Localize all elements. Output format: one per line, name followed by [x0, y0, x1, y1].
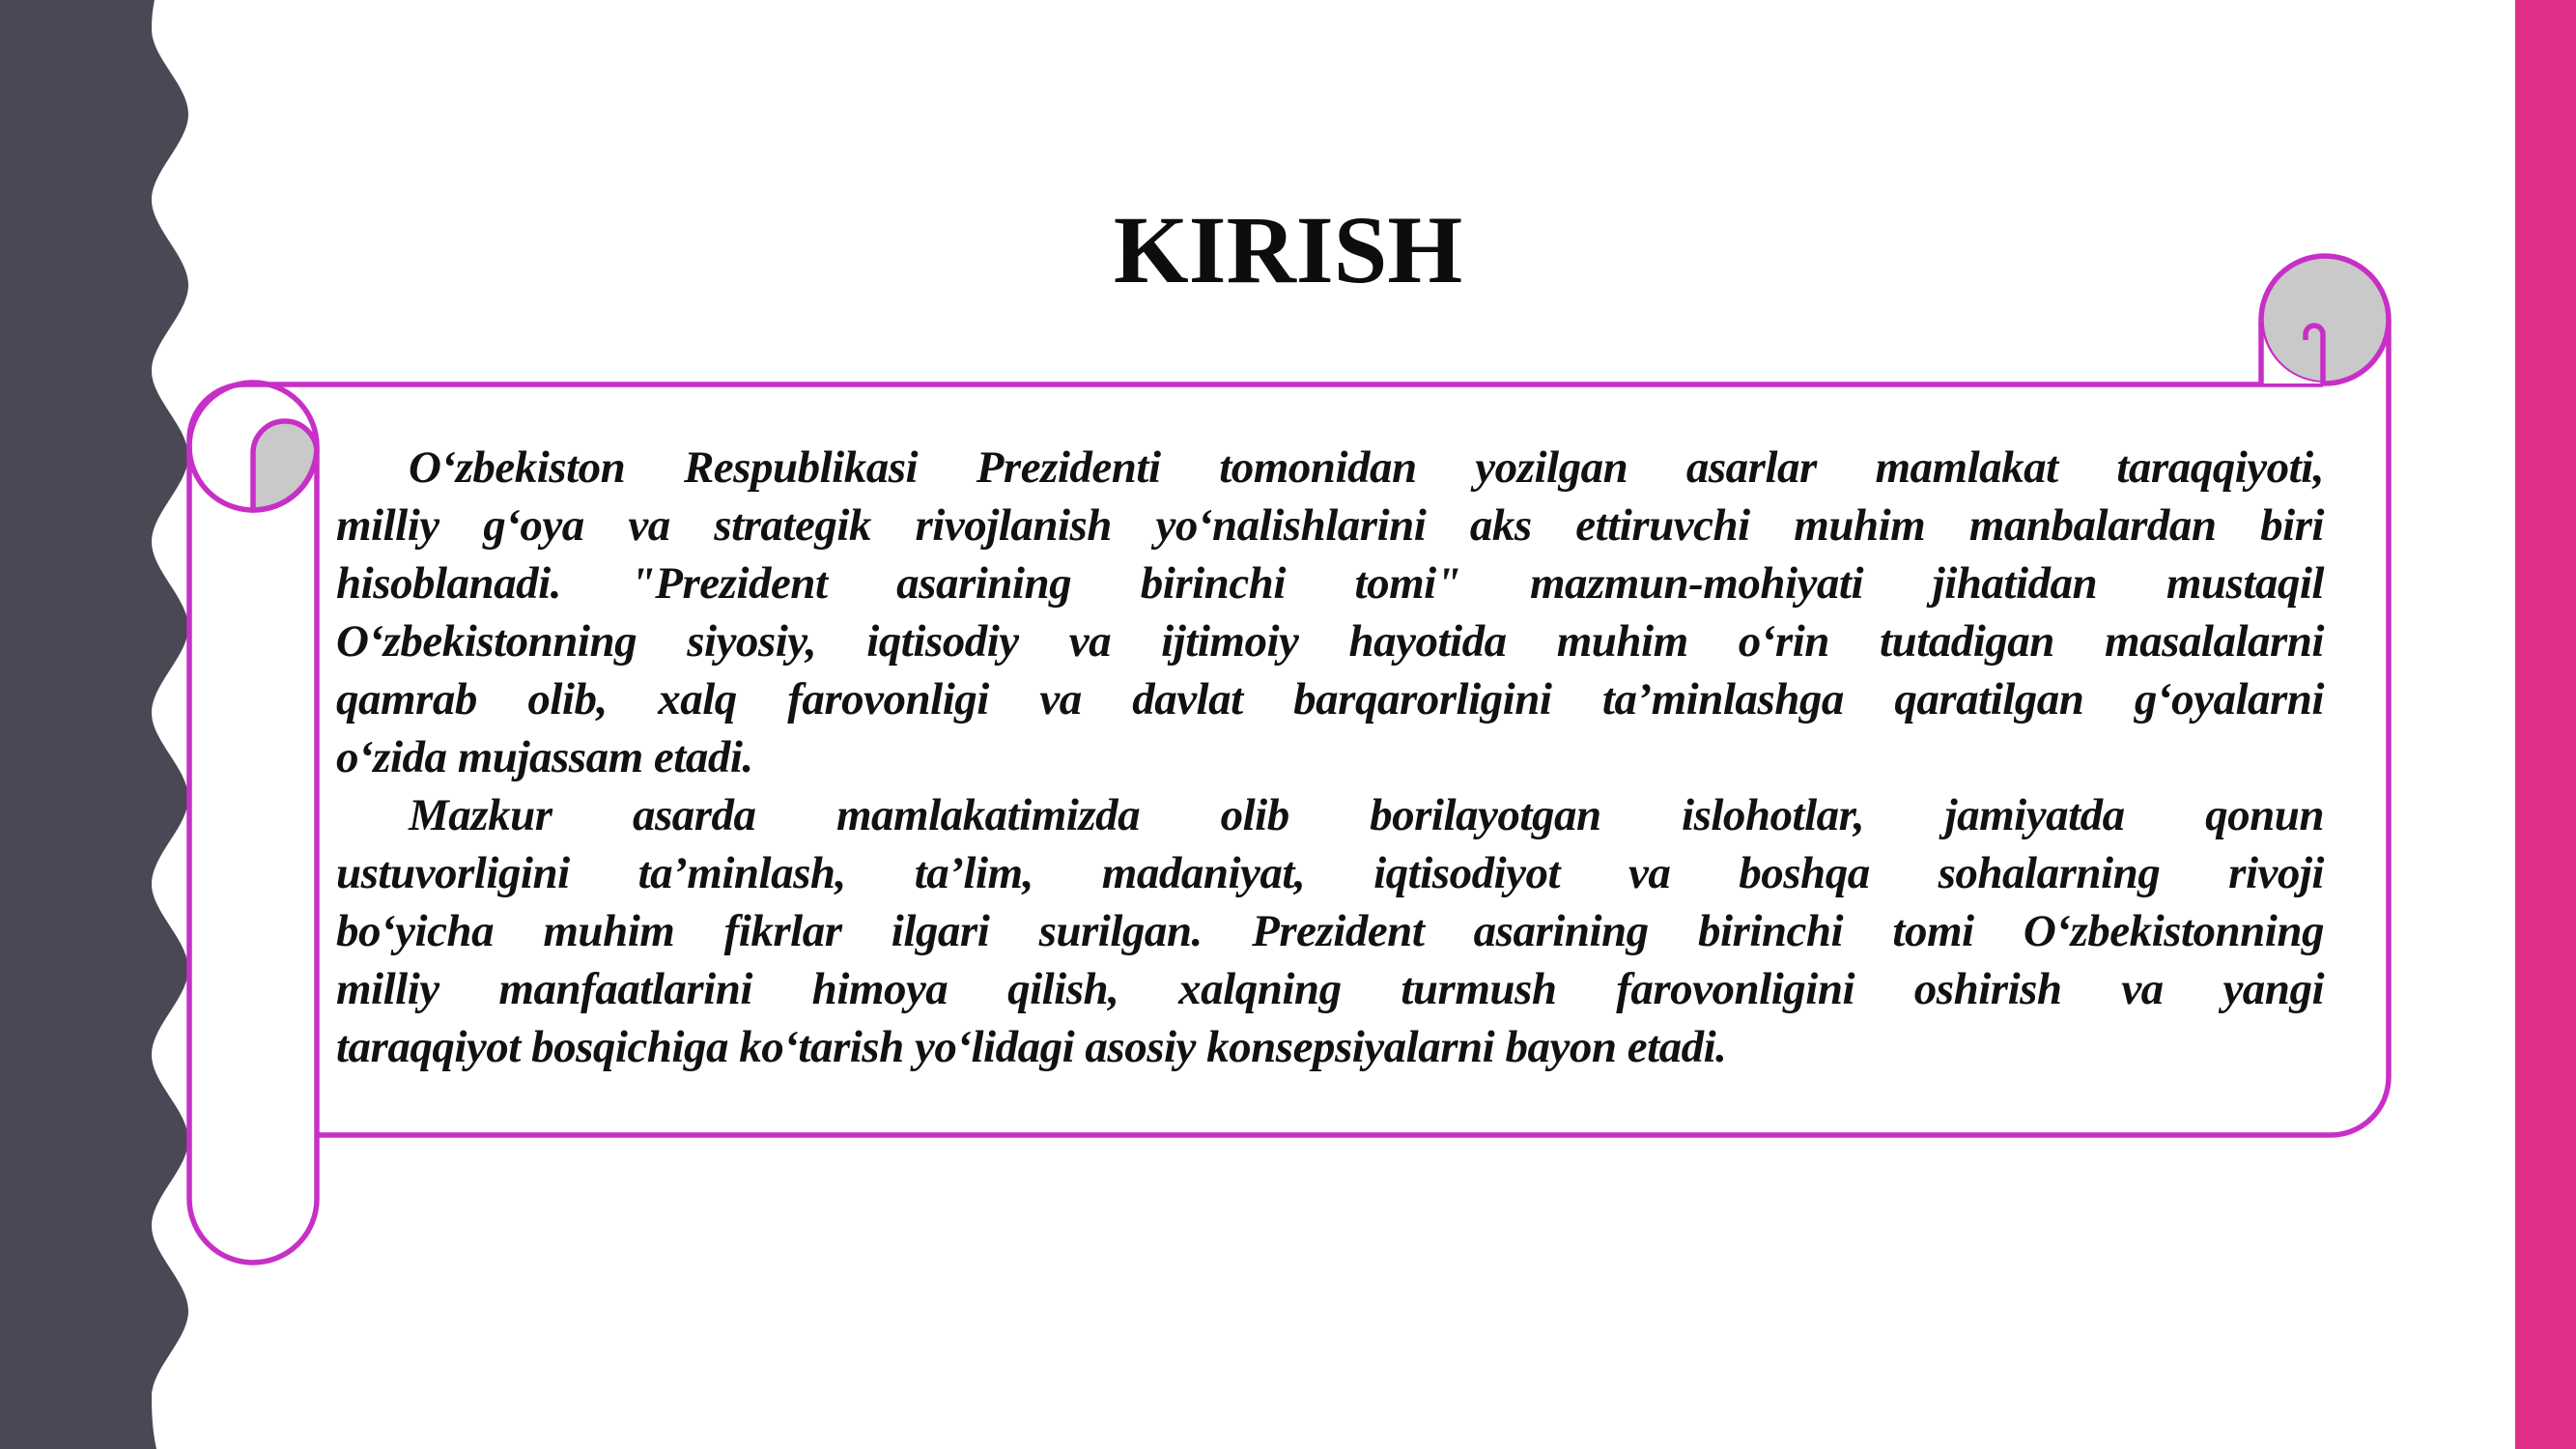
scroll-text-block — [336, 439, 2324, 1076]
text-line: o‘zida mujassam etadi. — [336, 732, 753, 782]
page-title: KIRISH — [1113, 196, 1463, 303]
text-line: bo‘yicha muhim fikrlar ilgari surilgan. Prezident asarining birinchi tomi O‘zbekistonning — [336, 906, 2324, 956]
text-line: milliy manfaatlarini himoya qilish, xalqning turmush farovonligini oshirish va yangi — [336, 964, 2324, 1014]
text-line: milliy g‘oya va strategik rivojlanish yo‘nalishlarini aks ettiruvchi muhim manbalardan biri — [336, 500, 2324, 551]
text-line: qamrab olib, xalq farovonligi va davlat barqarorligini ta’minlashga qaratilgan g‘oyalarni — [336, 674, 2324, 724]
paragraph — [336, 439, 2324, 786]
text-line: ustuvorligini ta’minlash, ta’lim, madaniyat, iqtisodiyot va boshqa sohalarning rivoji — [336, 848, 2324, 898]
text-line: taraqqiyot bosqichiga ko‘tarish yo‘lidagi asosiy konsepsiyalarni bayon etadi. — [336, 1022, 1727, 1072]
text-line: O‘zbekiston Respublikasi Prezidenti tomonidan yozilgan asarlar mamlakat taraqqiyoti, — [409, 442, 2324, 493]
text-line: hisoblanadi. "Prezident asarining birinchi tomi" mazmun-mohiyati jihatidan mustaqil — [336, 558, 2324, 609]
paragraph — [336, 786, 2324, 1076]
text-line: Mazkur asarda mamlakatimizda olib borilayotgan islohotlar, jamiyatda qonun — [409, 790, 2324, 840]
text-line: O‘zbekistonning siyosiy, iqtisodiy va ijtimoiy hayotida muhim o‘rin tutadigan masalalarni — [336, 616, 2324, 667]
